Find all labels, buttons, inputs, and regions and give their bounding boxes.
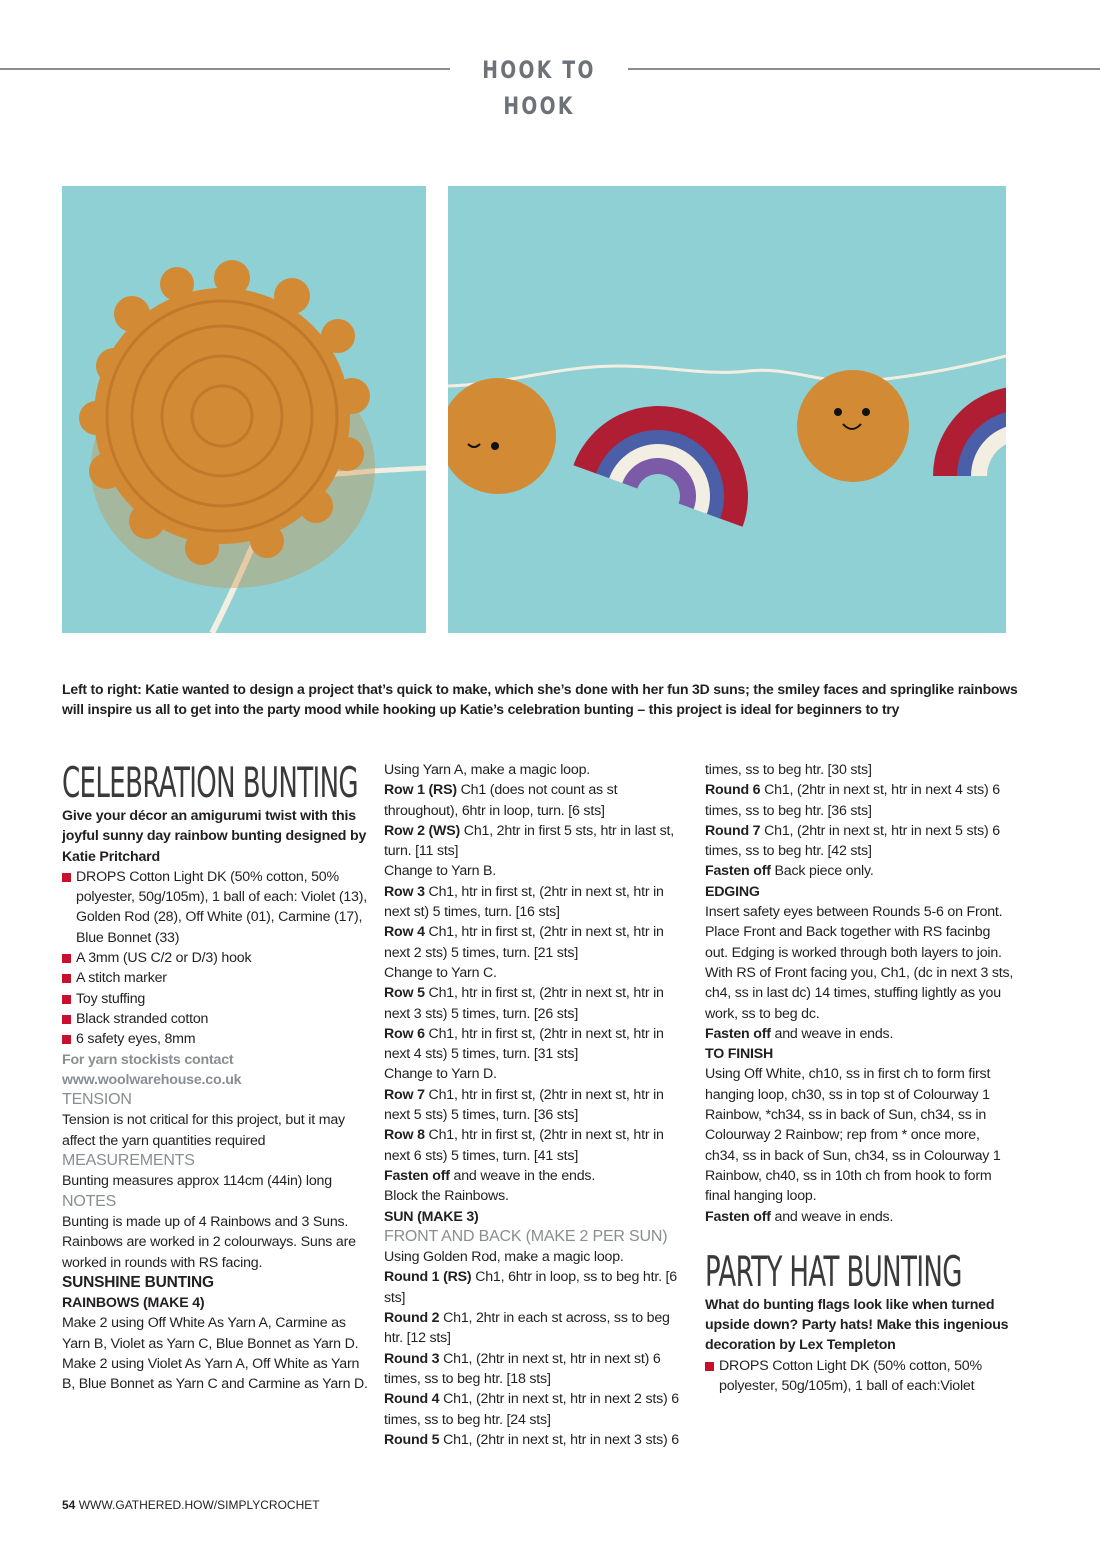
instruction-row bbox=[384, 983, 690, 1024]
row-label: Row 8 bbox=[384, 1127, 425, 1144]
round-label: Round 6 bbox=[705, 782, 761, 799]
row-text: Ch1, htr in first st, (2htr in next st, htr in next 6 sts) 5 times, turn. [41 sts] bbox=[384, 1127, 664, 1164]
row-label: Row 1 (RS) bbox=[384, 782, 457, 799]
instruction-row bbox=[705, 1207, 1015, 1227]
pattern-title: CELEBRATION BUNTING bbox=[62, 758, 359, 807]
finish-heading: TO FINISH bbox=[705, 1046, 774, 1063]
instruction-row bbox=[705, 780, 1015, 821]
row-text: and weave in ends. bbox=[770, 1208, 894, 1225]
header-rule-right bbox=[628, 68, 1100, 70]
row-text: Ch1, 2htr in first 5 sts, htr in last st, turn. [11 sts] bbox=[384, 822, 674, 860]
list-item: DROPS Cotton Light DK (50% cotton, 50% polyester, 50g/105m), 1 ball of each: Violet (13), Golden Rod (28), Off White (01), Carmine (17), Blue Bonnet (33) bbox=[62, 867, 368, 948]
fasten-off-label: Fasten off bbox=[705, 1025, 771, 1042]
page-footer bbox=[62, 1498, 320, 1512]
instruction: Insert safety eyes between Rounds 5-6 on Front. Place Front and Back together with RS facinbg out. Edging is worked through both layers to join. bbox=[705, 904, 1003, 961]
stockists-label: For yarn stockists contact bbox=[62, 1051, 234, 1068]
row-text: Ch1, (2htr in next st, htr in next 5 sts) 6 times, ss to beg htr. [42 sts] bbox=[705, 822, 1000, 860]
instruction: Using Off White, ch10, ss in first ch to form first hanging loop, ch30, ss in top st of Colourway 1 Rainbow, *ch34, ss in back of Sun, ch34, ss in Colourway 2 Rainbow; rep from * once more, ch34, ss in back of Sun, ch34, ss in Colourway 1 Rainbow, ch40, ss in 10th ch from hook to form final hanging loop. bbox=[705, 1066, 1001, 1205]
header-rule-left bbox=[0, 68, 450, 70]
round-label: Round 1 (RS) bbox=[384, 1269, 472, 1286]
edging-heading: EDGING bbox=[705, 883, 760, 900]
list-item: Black stranded cotton bbox=[62, 1009, 368, 1029]
notes-heading: NOTES bbox=[62, 1192, 117, 1210]
instruction: With RS of Front facing you, Ch1, (dc in next 3 sts, ch4, ss in last dc) 14 times, stuffing lightly as you work, ss to beg dc. bbox=[705, 964, 1014, 1022]
page-number: 54 bbox=[62, 1498, 76, 1512]
instruction-row bbox=[384, 1389, 690, 1430]
stockists-link[interactable]: www.woolwarehouse.co.uk bbox=[62, 1071, 242, 1088]
footer-url[interactable]: WWW.GATHERED.HOW/SIMPLYCROCHET bbox=[78, 1498, 320, 1512]
party-materials-list bbox=[705, 1356, 1015, 1397]
row-text: Ch1, (2htr in next st, htr in next 3 sts) 6 bbox=[439, 1431, 679, 1448]
row-text: and weave in ends. bbox=[770, 1025, 894, 1042]
list-item: DROPS Cotton Light DK (50% cotton, 50% polyester, 50g/105m), 1 ball of each:Violet bbox=[705, 1356, 1015, 1397]
round-label: Round 3 bbox=[384, 1350, 440, 1367]
materials-list bbox=[62, 867, 368, 1050]
instruction-row bbox=[384, 1166, 690, 1186]
column-2 bbox=[384, 760, 690, 1450]
column-3 bbox=[705, 760, 1015, 1396]
row-text: Ch1, htr in first st, (2htr in next st, htr in next 3 sts) 5 times, turn. [26 sts] bbox=[384, 985, 664, 1022]
list-item: A 3mm (US C/2 or D/3) hook bbox=[62, 948, 368, 968]
list-item: Toy stuffing bbox=[62, 989, 368, 1009]
row-text: Ch1, htr in first st, (2htr in next st, htr in next 4 sts) 5 times, turn. [31 sts] bbox=[384, 1025, 664, 1063]
round-label: Round 4 bbox=[384, 1391, 440, 1408]
list-item: 6 safety eyes, 8mm bbox=[62, 1029, 368, 1049]
instruction-row bbox=[384, 1085, 690, 1126]
row-text: Ch1, 2htr in each st across, ss to beg htr. [12 sts] bbox=[384, 1310, 670, 1347]
tension-heading: TENSION bbox=[62, 1091, 132, 1109]
fasten-off-label: Fasten off bbox=[705, 1208, 771, 1225]
instruction-row bbox=[384, 1024, 690, 1065]
round-label: Round 7 bbox=[705, 822, 761, 839]
instruction-row bbox=[384, 1267, 690, 1308]
pattern-intro: Give your décor an amigurumi twist with this joyful sunny day rainbow bunting designed by Katie Pritchard bbox=[62, 808, 367, 865]
row-text: Ch1, 6htr in loop, ss to beg htr. [6 sts] bbox=[384, 1269, 677, 1306]
round-label: Round 2 bbox=[384, 1310, 440, 1327]
crochet-sun-photo bbox=[62, 186, 426, 633]
instruction-row bbox=[705, 861, 1015, 881]
instruction-row bbox=[384, 780, 690, 821]
measurements-text: Bunting measures approx 114cm (44in) long bbox=[62, 1173, 332, 1190]
fasten-off-label: Fasten off bbox=[705, 863, 771, 880]
tension-text: Tension is not critical for this project, but it may affect the yarn quantities required bbox=[62, 1112, 345, 1149]
row-label: Row 3 bbox=[384, 883, 425, 900]
row-text: Ch1 (does not count as st throughout), 6htr in loop, turn. [6 sts] bbox=[384, 782, 618, 819]
instruction: times, ss to beg htr. [30 sts] bbox=[705, 762, 872, 778]
fasten-off-label: Fasten off bbox=[384, 1167, 450, 1184]
row-label: Row 4 bbox=[384, 924, 425, 941]
instruction: Change to Yarn D. bbox=[384, 1066, 497, 1083]
sun-heading: SUN (MAKE 3) bbox=[384, 1208, 479, 1225]
instruction-row bbox=[384, 821, 690, 862]
sunshine-heading: SUNSHINE BUNTING bbox=[62, 1273, 214, 1291]
instruction-row bbox=[705, 1024, 1015, 1044]
instruction-row bbox=[384, 882, 690, 923]
instruction: Using Yarn A, make a magic loop. bbox=[384, 762, 590, 778]
measurements-heading: MEASUREMENTS bbox=[62, 1152, 195, 1170]
section-header bbox=[0, 52, 1100, 120]
row-text: and weave in the ends. bbox=[449, 1167, 596, 1184]
instruction: Using Golden Rod, make a magic loop. bbox=[384, 1249, 624, 1266]
rainbows-text: Make 2 using Off White As Yarn A, Carmine as Yarn B, Violet as Yarn C, Blue Bonnet as Yarn D. Make 2 using Violet As Yarn A, Off White as Yarn B, Blue Bonnet as Yarn C and Carmine as Yarn D. bbox=[62, 1315, 368, 1393]
row-text: Ch1, (2htr in next st, htr in next 2 sts) 6 times, ss to beg htr. [24 sts] bbox=[384, 1391, 679, 1428]
party-intro: What do bunting flags look like when turned upside down? Party hats! Make this ingenious decoration by Lex Templeton bbox=[705, 1296, 1009, 1354]
row-text: Ch1, htr in first st, (2htr in next st, htr in next 5 sts) 5 times, turn. [36 sts] bbox=[384, 1086, 664, 1124]
party-title: PARTY HAT BUNTING bbox=[705, 1246, 962, 1296]
instruction-row bbox=[384, 1430, 690, 1450]
row-text: Ch1, htr in first st, (2htr in next st, htr in next st) 5 times, turn. [16 sts] bbox=[384, 883, 664, 921]
crochet-bunting-photo bbox=[448, 186, 1006, 633]
instruction-row bbox=[384, 922, 690, 963]
row-text: Ch1, (2htr in next st, htr in next st) 6 times, ss to beg htr. [18 sts] bbox=[384, 1350, 661, 1387]
instruction-row bbox=[384, 1349, 690, 1390]
instruction-row bbox=[384, 1308, 690, 1349]
row-text: Ch1, htr in first st, (2htr in next st, htr in next 2 sts) 5 times, turn. [21 sts] bbox=[384, 924, 664, 961]
round-label: Round 5 bbox=[384, 1431, 440, 1448]
section-title: HOOK TO HOOK bbox=[482, 56, 596, 120]
row-label: Row 5 bbox=[384, 985, 425, 1002]
rainbows-heading: RAINBOWS (MAKE 4) bbox=[62, 1295, 205, 1312]
notes-text: Bunting is made up of 4 Rainbows and 3 Suns. Rainbows are worked in 2 colourways. Suns are worked in rounds with RS facing. bbox=[62, 1213, 356, 1271]
photo-caption: Left to right: Katie wanted to design a project that’s quick to make, which she’s done with her fun 3D suns; the smiley faces and springlike rainbows will inspire us all to get into the party mood while hooking up Katie’s celebration bunting – this project is ideal for beginners to try bbox=[62, 681, 1018, 717]
instruction: Change to Yarn C. bbox=[384, 964, 497, 981]
column-1 bbox=[62, 760, 368, 1395]
row-text: Ch1, (2htr in next st, htr in next 4 sts) 6 times, ss to beg htr. [36 sts] bbox=[705, 782, 1000, 819]
instruction-row bbox=[705, 821, 1015, 862]
sun-subheading: FRONT AND BACK (MAKE 2 PER SUN) bbox=[384, 1227, 668, 1245]
instruction-row bbox=[384, 1125, 690, 1166]
instruction: Block the Rainbows. bbox=[384, 1188, 509, 1205]
row-label: Row 7 bbox=[384, 1086, 425, 1103]
list-item: A stitch marker bbox=[62, 968, 368, 988]
row-label: Row 6 bbox=[384, 1025, 425, 1042]
instruction: Change to Yarn B. bbox=[384, 863, 497, 880]
row-text: Back piece only. bbox=[770, 863, 874, 880]
row-label: Row 2 (WS) bbox=[384, 822, 461, 839]
